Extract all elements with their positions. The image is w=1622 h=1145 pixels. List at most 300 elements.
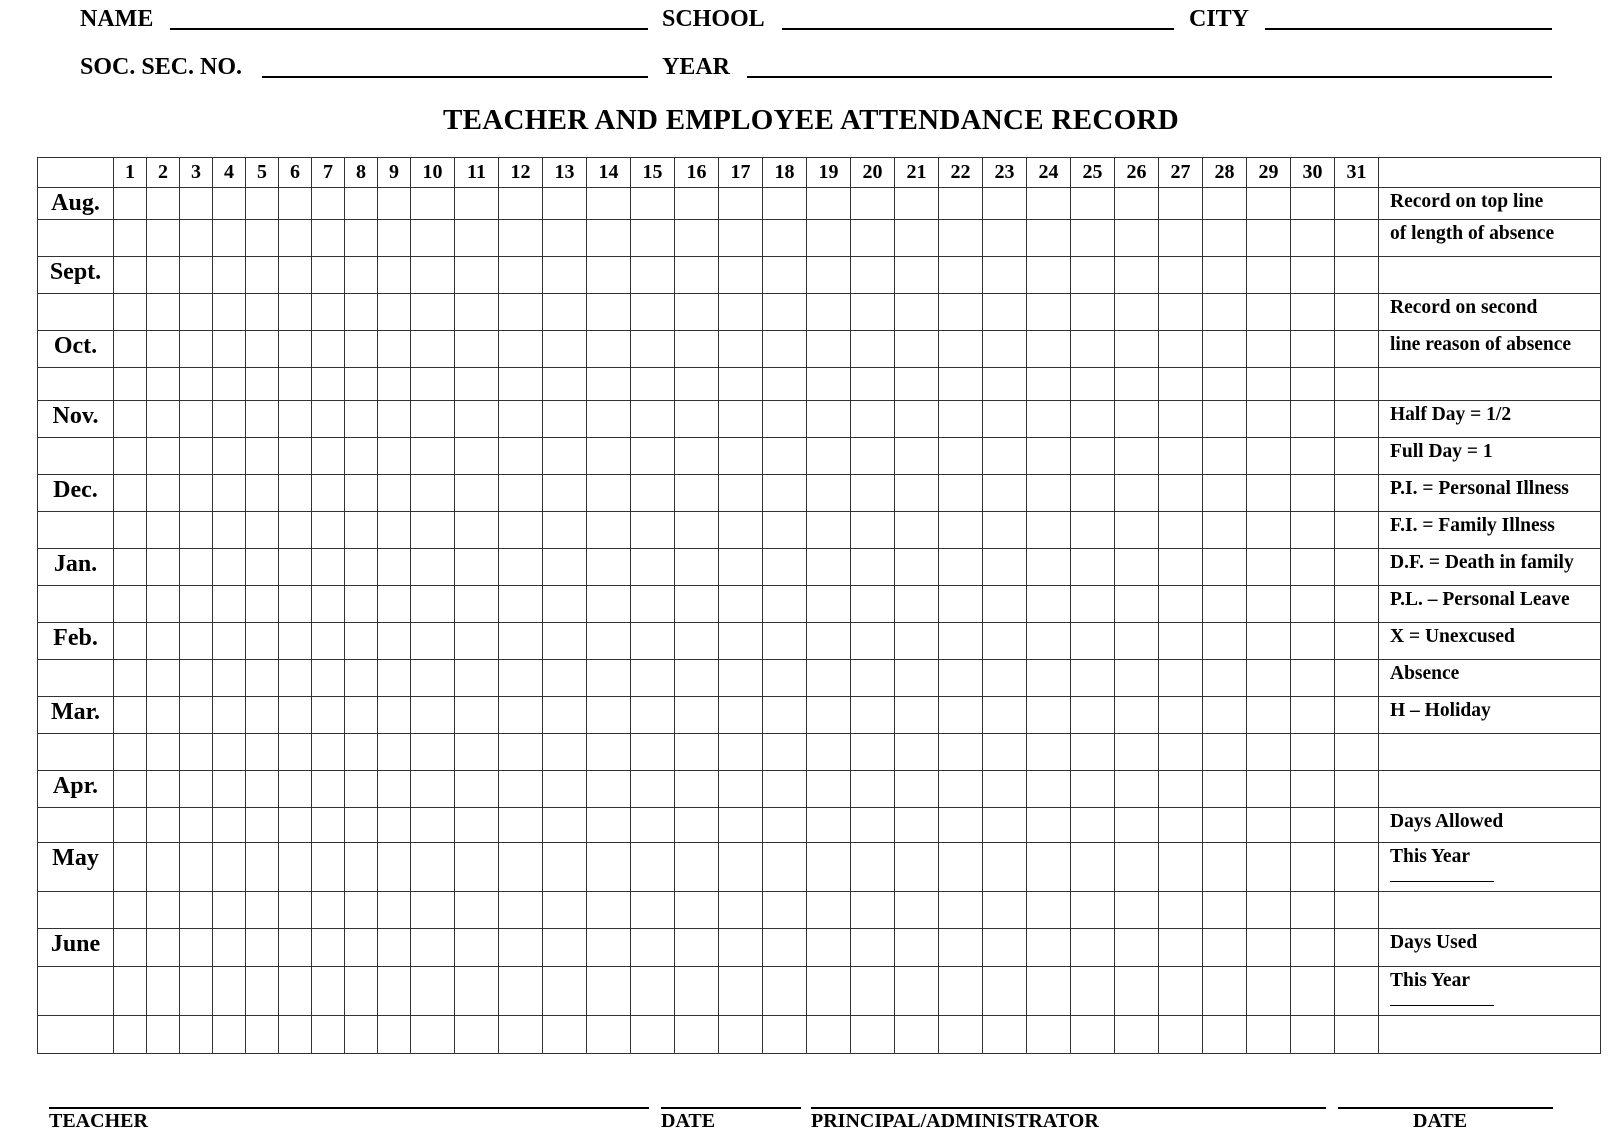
attendance-cell[interactable] <box>213 586 246 623</box>
attendance-cell[interactable] <box>763 512 807 549</box>
attendance-cell[interactable] <box>279 623 312 660</box>
attendance-cell[interactable] <box>1071 734 1115 771</box>
attendance-cell[interactable] <box>246 188 279 220</box>
days-blank-line[interactable] <box>1390 867 1494 882</box>
attendance-cell[interactable] <box>499 623 543 660</box>
attendance-cell[interactable] <box>180 697 213 734</box>
attendance-cell[interactable] <box>631 660 675 697</box>
attendance-cell[interactable] <box>378 586 411 623</box>
attendance-cell[interactable] <box>807 294 851 331</box>
attendance-cell[interactable] <box>807 549 851 586</box>
attendance-cell[interactable] <box>180 771 213 808</box>
attendance-cell[interactable] <box>378 294 411 331</box>
attendance-cell[interactable] <box>1247 808 1291 843</box>
attendance-cell[interactable] <box>1247 1016 1291 1054</box>
attendance-cell[interactable] <box>411 294 455 331</box>
attendance-cell[interactable] <box>763 929 807 967</box>
attendance-cell[interactable] <box>312 967 345 1016</box>
attendance-cell[interactable] <box>983 220 1027 257</box>
attendance-cell[interactable] <box>719 401 763 438</box>
attendance-cell[interactable] <box>1335 929 1379 967</box>
attendance-cell[interactable] <box>719 808 763 843</box>
attendance-cell[interactable] <box>631 892 675 929</box>
attendance-cell[interactable] <box>631 967 675 1016</box>
attendance-cell[interactable] <box>543 843 587 892</box>
attendance-cell[interactable] <box>631 294 675 331</box>
attendance-cell[interactable] <box>499 257 543 294</box>
attendance-cell[interactable] <box>1027 475 1071 512</box>
attendance-cell[interactable] <box>1335 808 1379 843</box>
attendance-cell[interactable] <box>851 660 895 697</box>
attendance-cell[interactable] <box>895 512 939 549</box>
attendance-cell[interactable] <box>983 771 1027 808</box>
attendance-cell[interactable] <box>983 331 1027 368</box>
attendance-cell[interactable] <box>411 475 455 512</box>
attendance-cell[interactable] <box>807 734 851 771</box>
attendance-cell[interactable] <box>180 929 213 967</box>
attendance-cell[interactable] <box>807 220 851 257</box>
attendance-cell[interactable] <box>895 1016 939 1054</box>
attendance-cell[interactable] <box>851 697 895 734</box>
attendance-cell[interactable] <box>983 188 1027 220</box>
attendance-cell[interactable] <box>180 512 213 549</box>
attendance-cell[interactable] <box>763 660 807 697</box>
attendance-cell[interactable] <box>499 892 543 929</box>
attendance-cell[interactable] <box>213 401 246 438</box>
attendance-cell[interactable] <box>411 331 455 368</box>
attendance-cell[interactable] <box>246 843 279 892</box>
attendance-cell[interactable] <box>895 929 939 967</box>
attendance-cell[interactable] <box>1291 623 1335 660</box>
attendance-cell[interactable] <box>279 294 312 331</box>
attendance-cell[interactable] <box>147 734 180 771</box>
attendance-cell[interactable] <box>543 331 587 368</box>
attendance-cell[interactable] <box>1071 438 1115 475</box>
attendance-cell[interactable] <box>851 331 895 368</box>
attendance-cell[interactable] <box>587 808 631 843</box>
attendance-cell[interactable] <box>1115 843 1159 892</box>
attendance-cell[interactable] <box>246 623 279 660</box>
attendance-cell[interactable] <box>675 929 719 967</box>
attendance-cell[interactable] <box>807 1016 851 1054</box>
attendance-cell[interactable] <box>939 257 983 294</box>
attendance-cell[interactable] <box>213 257 246 294</box>
attendance-cell[interactable] <box>1027 512 1071 549</box>
attendance-cell[interactable] <box>587 257 631 294</box>
attendance-cell[interactable] <box>312 1016 345 1054</box>
attendance-cell[interactable] <box>1159 549 1203 586</box>
attendance-cell[interactable] <box>851 623 895 660</box>
attendance-cell[interactable] <box>1027 843 1071 892</box>
attendance-cell[interactable] <box>587 294 631 331</box>
attendance-cell[interactable] <box>939 475 983 512</box>
attendance-cell[interactable] <box>631 734 675 771</box>
attendance-cell[interactable] <box>147 967 180 1016</box>
attendance-cell[interactable] <box>499 1016 543 1054</box>
attendance-cell[interactable] <box>455 294 499 331</box>
attendance-cell[interactable] <box>1115 368 1159 401</box>
attendance-cell[interactable] <box>455 697 499 734</box>
attendance-cell[interactable] <box>983 475 1027 512</box>
attendance-cell[interactable] <box>1027 1016 1071 1054</box>
attendance-cell[interactable] <box>895 257 939 294</box>
attendance-cell[interactable] <box>147 368 180 401</box>
attendance-cell[interactable] <box>345 401 378 438</box>
attendance-cell[interactable] <box>587 512 631 549</box>
attendance-cell[interactable] <box>114 512 147 549</box>
attendance-cell[interactable] <box>587 586 631 623</box>
attendance-cell[interactable] <box>1027 892 1071 929</box>
attendance-cell[interactable] <box>1247 892 1291 929</box>
attendance-cell[interactable] <box>180 892 213 929</box>
attendance-cell[interactable] <box>807 843 851 892</box>
attendance-cell[interactable] <box>939 929 983 967</box>
attendance-cell[interactable] <box>114 401 147 438</box>
attendance-cell[interactable] <box>983 586 1027 623</box>
attendance-cell[interactable] <box>1203 331 1247 368</box>
attendance-cell[interactable] <box>895 697 939 734</box>
attendance-cell[interactable] <box>114 549 147 586</box>
attendance-cell[interactable] <box>499 294 543 331</box>
attendance-cell[interactable] <box>378 734 411 771</box>
attendance-cell[interactable] <box>312 220 345 257</box>
attendance-cell[interactable] <box>345 331 378 368</box>
attendance-cell[interactable] <box>114 257 147 294</box>
attendance-cell[interactable] <box>455 967 499 1016</box>
attendance-cell[interactable] <box>895 401 939 438</box>
attendance-cell[interactable] <box>1291 257 1335 294</box>
attendance-cell[interactable] <box>1071 220 1115 257</box>
attendance-cell[interactable] <box>939 623 983 660</box>
attendance-cell[interactable] <box>147 401 180 438</box>
principal-signature-line[interactable] <box>811 1107 1326 1109</box>
attendance-cell[interactable] <box>1335 188 1379 220</box>
attendance-cell[interactable] <box>378 401 411 438</box>
attendance-cell[interactable] <box>719 257 763 294</box>
attendance-cell[interactable] <box>719 331 763 368</box>
attendance-cell[interactable] <box>246 929 279 967</box>
attendance-cell[interactable] <box>1247 967 1291 1016</box>
attendance-cell[interactable] <box>1159 697 1203 734</box>
attendance-cell[interactable] <box>895 843 939 892</box>
attendance-cell[interactable] <box>246 967 279 1016</box>
attendance-cell[interactable] <box>1203 294 1247 331</box>
attendance-cell[interactable] <box>147 549 180 586</box>
attendance-cell[interactable] <box>213 438 246 475</box>
attendance-cell[interactable] <box>1203 438 1247 475</box>
attendance-cell[interactable] <box>411 734 455 771</box>
attendance-cell[interactable] <box>378 660 411 697</box>
attendance-cell[interactable] <box>411 808 455 843</box>
attendance-cell[interactable] <box>1027 331 1071 368</box>
attendance-cell[interactable] <box>1203 220 1247 257</box>
attendance-cell[interactable] <box>1071 929 1115 967</box>
attendance-cell[interactable] <box>180 808 213 843</box>
attendance-cell[interactable] <box>1115 1016 1159 1054</box>
attendance-cell[interactable] <box>455 808 499 843</box>
attendance-cell[interactable] <box>147 586 180 623</box>
attendance-cell[interactable] <box>939 808 983 843</box>
attendance-cell[interactable] <box>114 734 147 771</box>
attendance-cell[interactable] <box>1335 368 1379 401</box>
attendance-cell[interactable] <box>499 475 543 512</box>
attendance-cell[interactable] <box>455 257 499 294</box>
attendance-cell[interactable] <box>147 843 180 892</box>
attendance-cell[interactable] <box>147 188 180 220</box>
attendance-cell[interactable] <box>1027 220 1071 257</box>
attendance-cell[interactable] <box>1247 257 1291 294</box>
attendance-cell[interactable] <box>114 623 147 660</box>
attendance-cell[interactable] <box>114 220 147 257</box>
attendance-cell[interactable] <box>763 808 807 843</box>
attendance-cell[interactable] <box>1335 1016 1379 1054</box>
attendance-cell[interactable] <box>1159 967 1203 1016</box>
attendance-cell[interactable] <box>213 188 246 220</box>
attendance-cell[interactable] <box>1247 188 1291 220</box>
attendance-cell[interactable] <box>851 188 895 220</box>
attendance-cell[interactable] <box>1203 257 1247 294</box>
attendance-cell[interactable] <box>675 1016 719 1054</box>
attendance-cell[interactable] <box>246 475 279 512</box>
attendance-cell[interactable] <box>345 843 378 892</box>
attendance-cell[interactable] <box>587 843 631 892</box>
attendance-cell[interactable] <box>1071 967 1115 1016</box>
attendance-cell[interactable] <box>279 438 312 475</box>
attendance-cell[interactable] <box>763 257 807 294</box>
attendance-cell[interactable] <box>1159 843 1203 892</box>
attendance-cell[interactable] <box>345 294 378 331</box>
attendance-cell[interactable] <box>411 549 455 586</box>
attendance-cell[interactable] <box>851 294 895 331</box>
attendance-cell[interactable] <box>1247 586 1291 623</box>
attendance-cell[interactable] <box>851 220 895 257</box>
attendance-cell[interactable] <box>1115 623 1159 660</box>
attendance-cell[interactable] <box>147 438 180 475</box>
attendance-cell[interactable] <box>719 623 763 660</box>
attendance-cell[interactable] <box>807 660 851 697</box>
attendance-cell[interactable] <box>851 843 895 892</box>
attendance-cell[interactable] <box>1247 331 1291 368</box>
attendance-cell[interactable] <box>455 475 499 512</box>
attendance-cell[interactable] <box>455 331 499 368</box>
attendance-cell[interactable] <box>411 929 455 967</box>
attendance-cell[interactable] <box>1291 188 1335 220</box>
attendance-cell[interactable] <box>939 843 983 892</box>
attendance-cell[interactable] <box>499 843 543 892</box>
attendance-cell[interactable] <box>631 220 675 257</box>
attendance-cell[interactable] <box>1291 401 1335 438</box>
attendance-cell[interactable] <box>312 188 345 220</box>
attendance-cell[interactable] <box>1159 586 1203 623</box>
attendance-cell[interactable] <box>499 929 543 967</box>
attendance-cell[interactable] <box>1115 438 1159 475</box>
attendance-cell[interactable] <box>763 697 807 734</box>
attendance-cell[interactable] <box>499 188 543 220</box>
attendance-cell[interactable] <box>455 438 499 475</box>
attendance-cell[interactable] <box>895 586 939 623</box>
attendance-cell[interactable] <box>345 808 378 843</box>
attendance-cell[interactable] <box>1203 660 1247 697</box>
attendance-cell[interactable] <box>312 549 345 586</box>
attendance-cell[interactable] <box>213 1016 246 1054</box>
attendance-cell[interactable] <box>675 697 719 734</box>
attendance-cell[interactable] <box>279 660 312 697</box>
attendance-cell[interactable] <box>1159 188 1203 220</box>
attendance-cell[interactable] <box>763 549 807 586</box>
attendance-cell[interactable] <box>1159 512 1203 549</box>
attendance-cell[interactable] <box>147 475 180 512</box>
attendance-cell[interactable] <box>1159 475 1203 512</box>
attendance-cell[interactable] <box>895 188 939 220</box>
attendance-cell[interactable] <box>543 368 587 401</box>
attendance-cell[interactable] <box>147 220 180 257</box>
attendance-cell[interactable] <box>312 843 345 892</box>
attendance-cell[interactable] <box>213 697 246 734</box>
attendance-cell[interactable] <box>1203 401 1247 438</box>
attendance-cell[interactable] <box>345 1016 378 1054</box>
attendance-cell[interactable] <box>763 734 807 771</box>
attendance-cell[interactable] <box>763 188 807 220</box>
attendance-cell[interactable] <box>1159 929 1203 967</box>
attendance-cell[interactable] <box>1071 294 1115 331</box>
attendance-cell[interactable] <box>939 188 983 220</box>
attendance-cell[interactable] <box>895 549 939 586</box>
attendance-cell[interactable] <box>851 808 895 843</box>
attendance-cell[interactable] <box>1291 697 1335 734</box>
attendance-cell[interactable] <box>675 660 719 697</box>
attendance-cell[interactable] <box>499 660 543 697</box>
attendance-cell[interactable] <box>455 660 499 697</box>
attendance-cell[interactable] <box>983 660 1027 697</box>
attendance-cell[interactable] <box>543 734 587 771</box>
attendance-cell[interactable] <box>1247 929 1291 967</box>
attendance-cell[interactable] <box>1247 401 1291 438</box>
attendance-cell[interactable] <box>1159 623 1203 660</box>
attendance-cell[interactable] <box>279 220 312 257</box>
attendance-cell[interactable] <box>763 294 807 331</box>
attendance-cell[interactable] <box>587 734 631 771</box>
attendance-cell[interactable] <box>246 549 279 586</box>
attendance-cell[interactable] <box>378 368 411 401</box>
attendance-cell[interactable] <box>587 368 631 401</box>
attendance-cell[interactable] <box>279 929 312 967</box>
attendance-cell[interactable] <box>411 697 455 734</box>
attendance-cell[interactable] <box>1247 771 1291 808</box>
attendance-cell[interactable] <box>1335 549 1379 586</box>
attendance-cell[interactable] <box>411 586 455 623</box>
attendance-cell[interactable] <box>455 734 499 771</box>
attendance-cell[interactable] <box>939 438 983 475</box>
attendance-cell[interactable] <box>246 771 279 808</box>
attendance-cell[interactable] <box>213 294 246 331</box>
attendance-cell[interactable] <box>246 1016 279 1054</box>
attendance-cell[interactable] <box>763 438 807 475</box>
attendance-cell[interactable] <box>719 892 763 929</box>
attendance-cell[interactable] <box>1291 512 1335 549</box>
attendance-cell[interactable] <box>246 220 279 257</box>
attendance-cell[interactable] <box>1335 697 1379 734</box>
attendance-cell[interactable] <box>147 808 180 843</box>
attendance-cell[interactable] <box>587 929 631 967</box>
attendance-cell[interactable] <box>345 475 378 512</box>
attendance-cell[interactable] <box>411 401 455 438</box>
attendance-cell[interactable] <box>1203 368 1247 401</box>
attendance-cell[interactable] <box>807 929 851 967</box>
attendance-cell[interactable] <box>1159 331 1203 368</box>
attendance-cell[interactable] <box>807 475 851 512</box>
attendance-cell[interactable] <box>587 331 631 368</box>
attendance-cell[interactable] <box>180 843 213 892</box>
attendance-cell[interactable] <box>631 549 675 586</box>
attendance-cell[interactable] <box>213 660 246 697</box>
attendance-cell[interactable] <box>279 475 312 512</box>
attendance-cell[interactable] <box>895 623 939 660</box>
attendance-cell[interactable] <box>213 967 246 1016</box>
attendance-cell[interactable] <box>1159 294 1203 331</box>
attendance-cell[interactable] <box>807 368 851 401</box>
attendance-cell[interactable] <box>345 220 378 257</box>
attendance-cell[interactable] <box>543 220 587 257</box>
attendance-cell[interactable] <box>1027 808 1071 843</box>
attendance-cell[interactable] <box>1203 967 1247 1016</box>
attendance-cell[interactable] <box>378 1016 411 1054</box>
attendance-cell[interactable] <box>279 257 312 294</box>
attendance-cell[interactable] <box>345 771 378 808</box>
attendance-cell[interactable] <box>807 623 851 660</box>
city-field[interactable] <box>1265 28 1552 30</box>
attendance-cell[interactable] <box>719 929 763 967</box>
attendance-cell[interactable] <box>180 331 213 368</box>
attendance-cell[interactable] <box>1027 697 1071 734</box>
attendance-cell[interactable] <box>1159 220 1203 257</box>
attendance-cell[interactable] <box>631 512 675 549</box>
attendance-cell[interactable] <box>631 843 675 892</box>
attendance-cell[interactable] <box>1247 220 1291 257</box>
attendance-cell[interactable] <box>1203 549 1247 586</box>
attendance-cell[interactable] <box>1291 1016 1335 1054</box>
attendance-cell[interactable] <box>895 808 939 843</box>
attendance-cell[interactable] <box>455 843 499 892</box>
attendance-cell[interactable] <box>114 586 147 623</box>
attendance-cell[interactable] <box>851 929 895 967</box>
attendance-cell[interactable] <box>895 734 939 771</box>
attendance-cell[interactable] <box>1071 1016 1115 1054</box>
attendance-cell[interactable] <box>455 892 499 929</box>
attendance-cell[interactable] <box>543 549 587 586</box>
attendance-cell[interactable] <box>895 771 939 808</box>
attendance-cell[interactable] <box>1115 512 1159 549</box>
attendance-cell[interactable] <box>587 771 631 808</box>
attendance-cell[interactable] <box>114 843 147 892</box>
attendance-cell[interactable] <box>180 368 213 401</box>
attendance-cell[interactable] <box>983 294 1027 331</box>
attendance-cell[interactable] <box>1071 401 1115 438</box>
attendance-cell[interactable] <box>983 843 1027 892</box>
attendance-cell[interactable] <box>1247 660 1291 697</box>
attendance-cell[interactable] <box>1335 843 1379 892</box>
attendance-cell[interactable] <box>279 586 312 623</box>
attendance-cell[interactable] <box>378 257 411 294</box>
attendance-cell[interactable] <box>1159 771 1203 808</box>
attendance-cell[interactable] <box>939 734 983 771</box>
attendance-cell[interactable] <box>114 929 147 967</box>
attendance-cell[interactable] <box>719 512 763 549</box>
attendance-cell[interactable] <box>1203 512 1247 549</box>
attendance-cell[interactable] <box>631 438 675 475</box>
attendance-cell[interactable] <box>378 892 411 929</box>
attendance-cell[interactable] <box>279 843 312 892</box>
attendance-cell[interactable] <box>675 475 719 512</box>
